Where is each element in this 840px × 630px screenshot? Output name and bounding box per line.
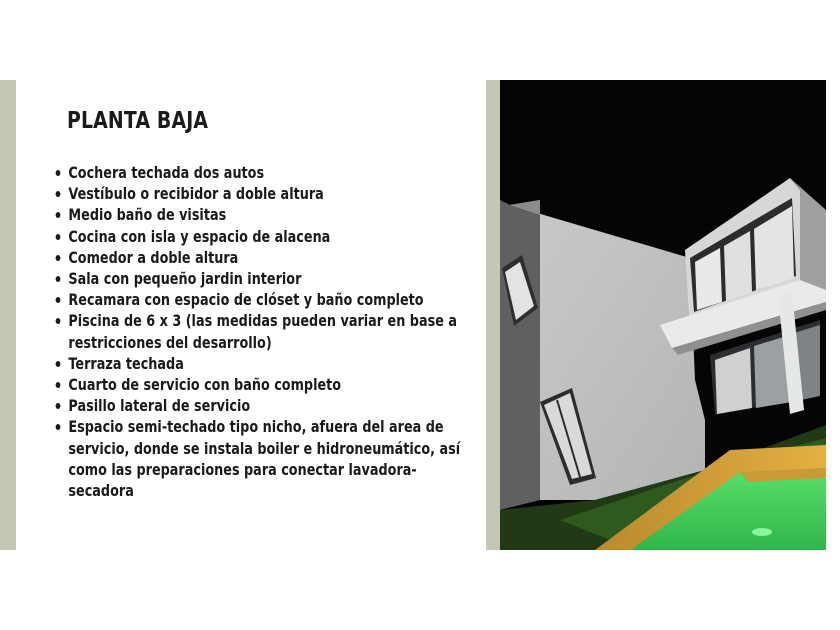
feature-item: Cochera techada dos autos <box>54 162 470 183</box>
feature-item: Pasillo lateral de servicio <box>54 395 470 416</box>
feature-item: Recamara con espacio de clóset y baño completo <box>54 289 470 310</box>
feature-item: Terraza techada <box>54 353 470 374</box>
section-title: PLANTA BAJA <box>67 108 209 134</box>
house-night-photo <box>500 80 826 550</box>
feature-item: Medio baño de visitas <box>54 204 470 225</box>
feature-item: Piscina de 6 x 3 (las medidas pueden variar en base a restricciones del desarrollo) <box>54 310 470 352</box>
feature-item: Cocina con isla y espacio de alacena <box>54 226 470 247</box>
feature-item: Comedor a doble altura <box>54 247 470 268</box>
side-wall <box>500 200 540 510</box>
feature-item: Cuarto de servicio con baño completo <box>54 374 470 395</box>
slide <box>0 80 840 550</box>
feature-item: Sala con pequeño jardin interior <box>54 268 470 289</box>
feature-item: Espacio semi-techado tipo nicho, afuera del area de servicio, donde se instala boiler e hidroneumático, así como las preparaciones para conectar lavadora-secadora <box>54 416 470 501</box>
left-accent-bar <box>0 80 16 550</box>
feature-item: Vestíbulo o recibidor a doble altura <box>54 183 470 204</box>
middle-accent-bar <box>486 80 500 550</box>
feature-list <box>54 162 470 501</box>
